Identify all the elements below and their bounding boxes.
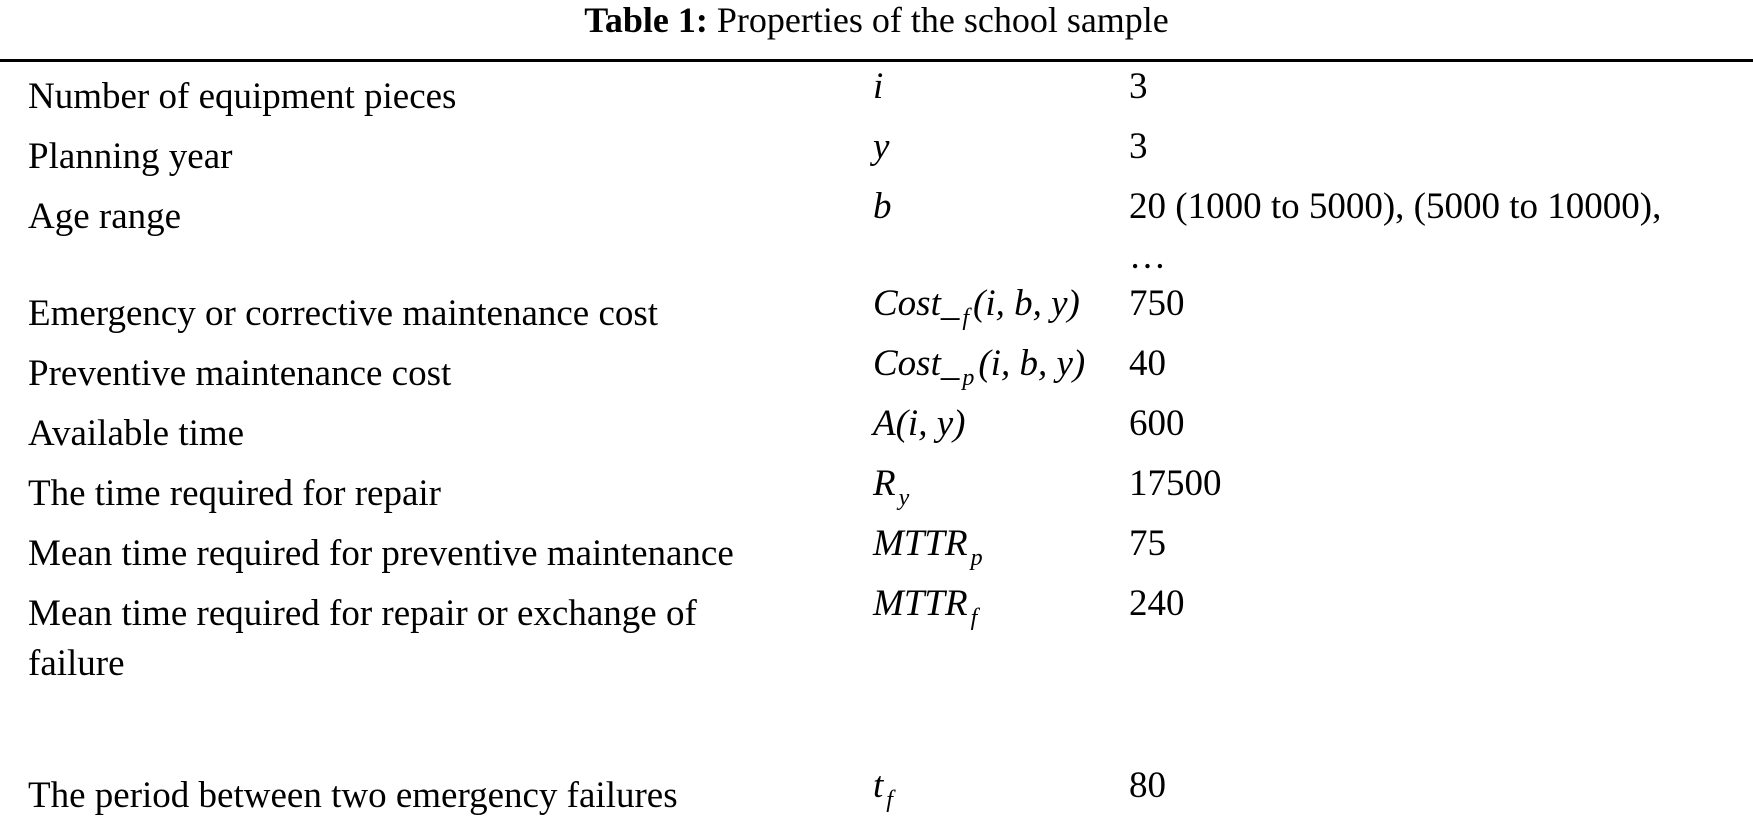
value-cell: 240 — [1129, 583, 1185, 624]
table-caption — [0, 0, 1753, 40]
value-cell: 75 — [1129, 523, 1166, 564]
property-cell: Number of equipment pieces — [28, 76, 457, 117]
symbol-cell: MTTR $_f$ — [873, 583, 978, 631]
value-cell: 600 — [1129, 403, 1185, 444]
symbol-cell: i — [873, 66, 884, 107]
symbol-cell: y — [873, 126, 890, 167]
value-cell: 20 (1000 to 5000), (5000 to 10000), … — [1129, 186, 1662, 277]
property-cell: Emergency or corrective maintenance cost — [28, 293, 659, 334]
property-cell: The time required for repair — [28, 473, 441, 514]
symbol-cell: t $_f$ — [873, 765, 893, 813]
property-cell: The period between two emergency failures — [28, 775, 678, 816]
value-cell: 750 — [1129, 283, 1185, 324]
symbol-cell: R $_y$ — [873, 463, 910, 511]
property-cell: Planning year — [28, 136, 233, 177]
symbol-cell: Cost_ $_f$ (i, b, y) — [873, 283, 1080, 331]
table-title: Properties of the school sample — [716, 0, 1169, 40]
symbol-cell: b — [873, 186, 892, 227]
property-cell: Preventive maintenance cost — [28, 353, 452, 394]
value-cell: 17500 — [1129, 463, 1222, 504]
property-cell: Available time — [28, 413, 245, 454]
value-cell: 40 — [1129, 343, 1166, 384]
property-cell: Mean time required for preventive maintenance — [28, 533, 734, 574]
value-cell: 3 — [1129, 126, 1148, 167]
value-cell: 3 — [1129, 66, 1148, 107]
symbol-cell: Cost_ $_p$ (i, b, y) — [873, 343, 1086, 391]
table-label: Table 1: — [584, 0, 708, 40]
property-cell: Mean time required for repair or exchange of failure — [28, 593, 697, 684]
value-cell: 80 — [1129, 765, 1166, 806]
symbol-cell: MTTR $_p$ — [873, 523, 983, 571]
symbol-cell: A(i, y) — [873, 403, 966, 444]
property-cell: Age range — [28, 196, 182, 237]
